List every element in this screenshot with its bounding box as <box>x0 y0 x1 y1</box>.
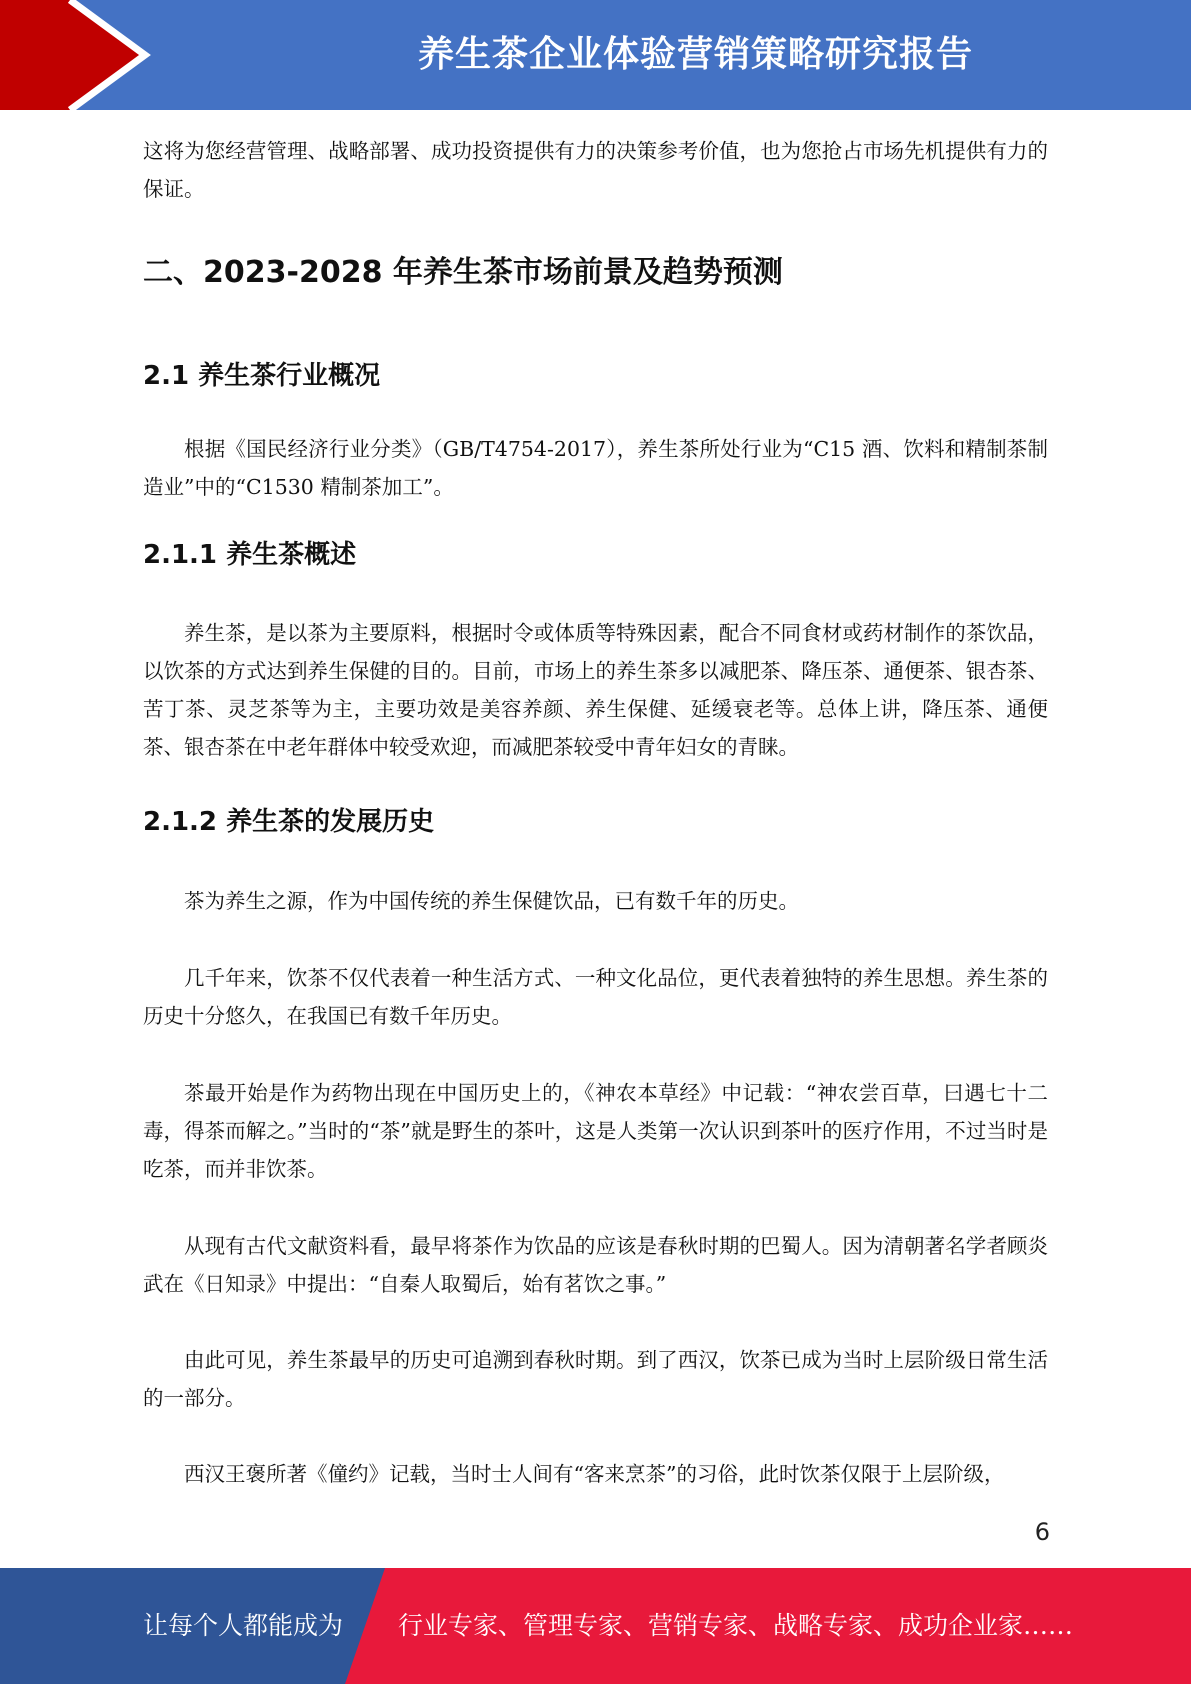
paragraph-2-1-2-a: 茶为养生之源，作为中国传统的养生保健饮品，已有数千年的历史。 <box>184 889 799 913</box>
intro-paragraph: 这将为您经营管理、战略部署、成功投资提供有力的决策参考价值，也为您抢占市场先机提供有力的保证。 <box>143 139 1048 201</box>
subsection-heading-2-1: 2.1 养生茶行业概况 <box>143 361 381 391</box>
subsection-heading-2-1-1: 2.1.1 养生茶概述 <box>143 540 357 570</box>
paragraph-2-1-2-d: 从现有古代文献资料看，最早将茶作为饮品的应该是春秋时期的巴蜀人。因为清朝著名学者顾炎武在《日知录》中提出：“自秦人取蜀后，始有茗饮之事。” <box>143 1234 1048 1296</box>
subsection-heading-2-1-2: 2.1.2 养生茶的发展历史 <box>143 807 435 837</box>
paragraph-2-1-1: 养生茶，是以茶为主要原料，根据时令或体质等特殊因素，配合不同食材或药材制作的茶饮品，以饮茶的方式达到养生保健的目的。目前，市场上的养生茶多以减肥茶、降压茶、通便茶、银杏茶、苦丁茶、灵芝茶等为主，主要功效是美容养颜、养生保健、延缓衰老等。总体上讲，降压茶、通便茶、银杏茶在中老年群体中较受欢迎，而减肥茶较受中青年妇女的青睐。 <box>143 621 1048 759</box>
paragraph-2-1-2-b: 几千年来，饮茶不仅代表着一种生活方式、一种文化品位，更代表着独特的养生思想。养生茶的历史十分悠久，在我国已有数千年历史。 <box>143 966 1048 1028</box>
paragraph-2-1: 根据《国民经济行业分类》（GB/T4754-2017），养生茶所处行业为“C15 酒、饮料和精制茶制造业”中的“C1530 精制茶加工”。 <box>143 437 1048 499</box>
footer-slogan-right: 行业专家、管理专家、营销专家、战略专家、成功企业家…… <box>398 1611 1074 1640</box>
page-footer <box>0 1568 1191 1684</box>
section-heading: 二、2023-2028 年养生茶市场前景及趋势预测 <box>143 255 783 290</box>
footer-slogan-left: 让每个人都能成为 <box>143 1611 344 1640</box>
page-header <box>0 0 1191 110</box>
paragraph-2-1-2-f: 西汉王褒所著《僮约》记载，当时士人间有“客来烹茶”的习俗，此时饮茶仅限于上层阶级， <box>184 1462 1005 1486</box>
report-title: 养生茶企业体验营销策略研究报告 <box>417 34 973 75</box>
paragraph-2-1-2-e: 由此可见，养生茶最早的历史可追溯到春秋时期。到了西汉，饮茶已成为当时上层阶级日常生活的一部分。 <box>143 1348 1048 1410</box>
paragraph-2-1-2-c: 茶最开始是作为药物出现在中国历史上的，《神农本草经》中记载：“神农尝百草，曰遇七十二毒，得茶而解之。”当时的“茶”就是野生的茶叶，这是人类第一次认识到茶叶的医疗作用，不过当时是吃茶，而并非饮茶。 <box>143 1081 1048 1181</box>
page-number: 6 <box>1034 1518 1050 1546</box>
